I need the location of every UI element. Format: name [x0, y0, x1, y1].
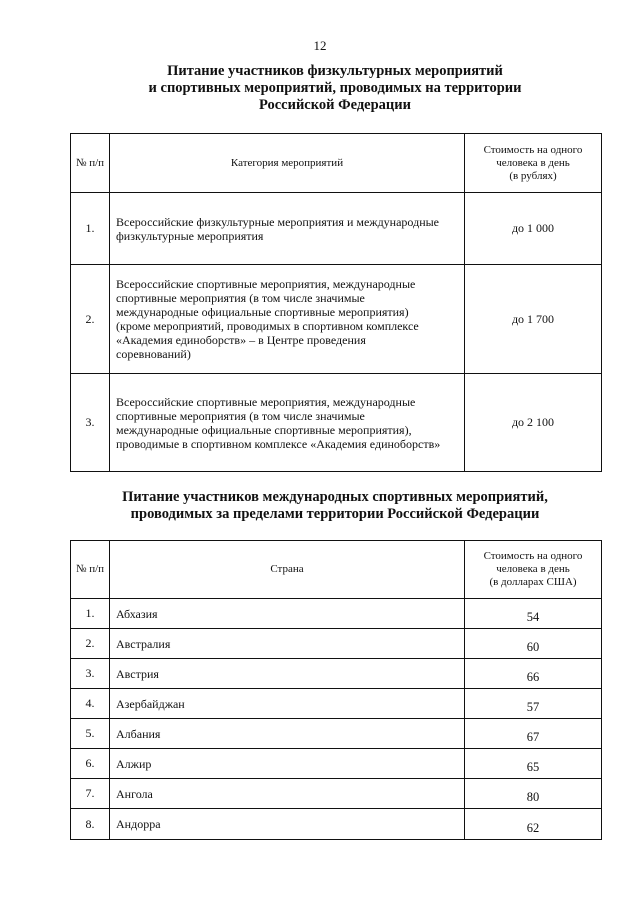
- category-line: спортивные мероприятия (в том числе значимые: [116, 291, 365, 305]
- table-row: [71, 689, 602, 719]
- row-country: Австралия: [110, 629, 465, 659]
- header-cost-line: Стоимость на одного: [483, 143, 583, 156]
- row-cost: [465, 599, 602, 629]
- category-line: соревнований): [116, 347, 191, 361]
- row-cost: [465, 779, 602, 809]
- row-num: 3.: [71, 659, 110, 689]
- row-category: [110, 265, 465, 374]
- row-num: 1.: [71, 599, 110, 629]
- category-line: международные официальные спортивные мероприятия),: [116, 422, 412, 437]
- table-row: [71, 779, 602, 809]
- section2-title-line: проводимых за пределами территории Российской Федерации: [130, 506, 540, 522]
- row-country: Андорра: [110, 809, 465, 840]
- category-line: проводимые в спортивном комплексе «Академия единоборств»: [116, 436, 441, 451]
- table-row: [71, 374, 602, 472]
- domestic-events-table: [70, 133, 602, 472]
- header-cost: [465, 541, 602, 599]
- row-country: Албания: [110, 719, 465, 749]
- table-header-row: [71, 541, 602, 599]
- row-num: 3.: [71, 374, 110, 472]
- cost-value: 67: [526, 730, 540, 744]
- header-num: № п/п: [71, 134, 110, 193]
- row-country: Ангола: [110, 779, 465, 809]
- row-country: Азербайджан: [110, 689, 465, 719]
- row-category: [110, 193, 465, 265]
- header-cost-line: человека в день: [496, 563, 570, 575]
- table-row: [71, 265, 602, 374]
- section1-title-line: и спортивных мероприятий, проводимых на территории: [148, 80, 522, 96]
- row-cost: [465, 809, 602, 840]
- section1-title-line: Питание участников физкультурных мероприятий: [167, 63, 503, 79]
- row-num: 8.: [71, 809, 110, 840]
- cost-value: 80: [526, 790, 540, 804]
- row-num: 7.: [71, 779, 110, 809]
- row-cost: до 2 100: [465, 374, 602, 472]
- row-cost: до 1 000: [465, 193, 602, 265]
- row-cost: [465, 749, 602, 779]
- row-num: 2.: [71, 629, 110, 659]
- category-line: Всероссийские спортивные мероприятия, международные: [116, 394, 416, 409]
- category-line: (кроме мероприятий, проводимых в спортивном комплексе: [116, 319, 419, 333]
- section2-title: [60, 489, 610, 523]
- row-cost: [465, 689, 602, 719]
- section2-title-line: Питание участников международных спортивных мероприятий,: [122, 489, 548, 505]
- category-line: физкультурные мероприятия: [116, 228, 264, 243]
- header-country: Страна: [110, 541, 465, 599]
- header-num: № п/п: [71, 541, 110, 599]
- row-category: [110, 374, 465, 472]
- header-cost-line: (в долларах США): [489, 576, 577, 588]
- row-country: Австрия: [110, 659, 465, 689]
- table-row: [71, 719, 602, 749]
- table-row: [71, 629, 602, 659]
- cost-value: 66: [526, 670, 540, 684]
- countries-table: [70, 540, 602, 840]
- category-line: Всероссийские спортивные мероприятия, международные: [116, 277, 416, 291]
- cost-value: 57: [526, 700, 540, 714]
- header-cost-line: человека в день: [496, 156, 570, 169]
- row-num: 1.: [71, 193, 110, 265]
- row-cost: [465, 659, 602, 689]
- row-cost: [465, 629, 602, 659]
- row-cost: [465, 719, 602, 749]
- cost-value: 60: [526, 640, 540, 654]
- row-cost: до 1 700: [465, 265, 602, 374]
- section1-title-line: Российской Федерации: [258, 97, 411, 113]
- row-country: Алжир: [110, 749, 465, 779]
- header-cost-line: (в рублях): [509, 169, 557, 182]
- table-row: [71, 809, 602, 840]
- cost-value: 54: [526, 610, 540, 624]
- header-category: Категория мероприятий: [110, 134, 465, 193]
- row-num: 6.: [71, 749, 110, 779]
- page-number: 12: [313, 38, 327, 53]
- cost-value: 62: [526, 820, 540, 835]
- table-header-row: [71, 134, 602, 193]
- table-row: [71, 749, 602, 779]
- table-row: [71, 193, 602, 265]
- cost-value: 65: [526, 760, 540, 774]
- row-num: 5.: [71, 719, 110, 749]
- category-line: спортивные мероприятия (в том числе значимые: [116, 408, 365, 423]
- row-num: 4.: [71, 689, 110, 719]
- header-cost-line: Стоимость на одного: [483, 550, 583, 562]
- category-line: «Академия единоборств» – в Центре проведения: [116, 333, 366, 347]
- row-country: Абхазия: [110, 599, 465, 629]
- category-line: международные официальные спортивные мероприятия): [116, 305, 409, 319]
- section1-title: [60, 63, 610, 114]
- header-cost: [465, 134, 602, 193]
- table-row: [71, 599, 602, 629]
- row-num: 2.: [71, 265, 110, 374]
- category-line: Всероссийские физкультурные мероприятия и международные: [116, 214, 439, 229]
- table-row: [71, 659, 602, 689]
